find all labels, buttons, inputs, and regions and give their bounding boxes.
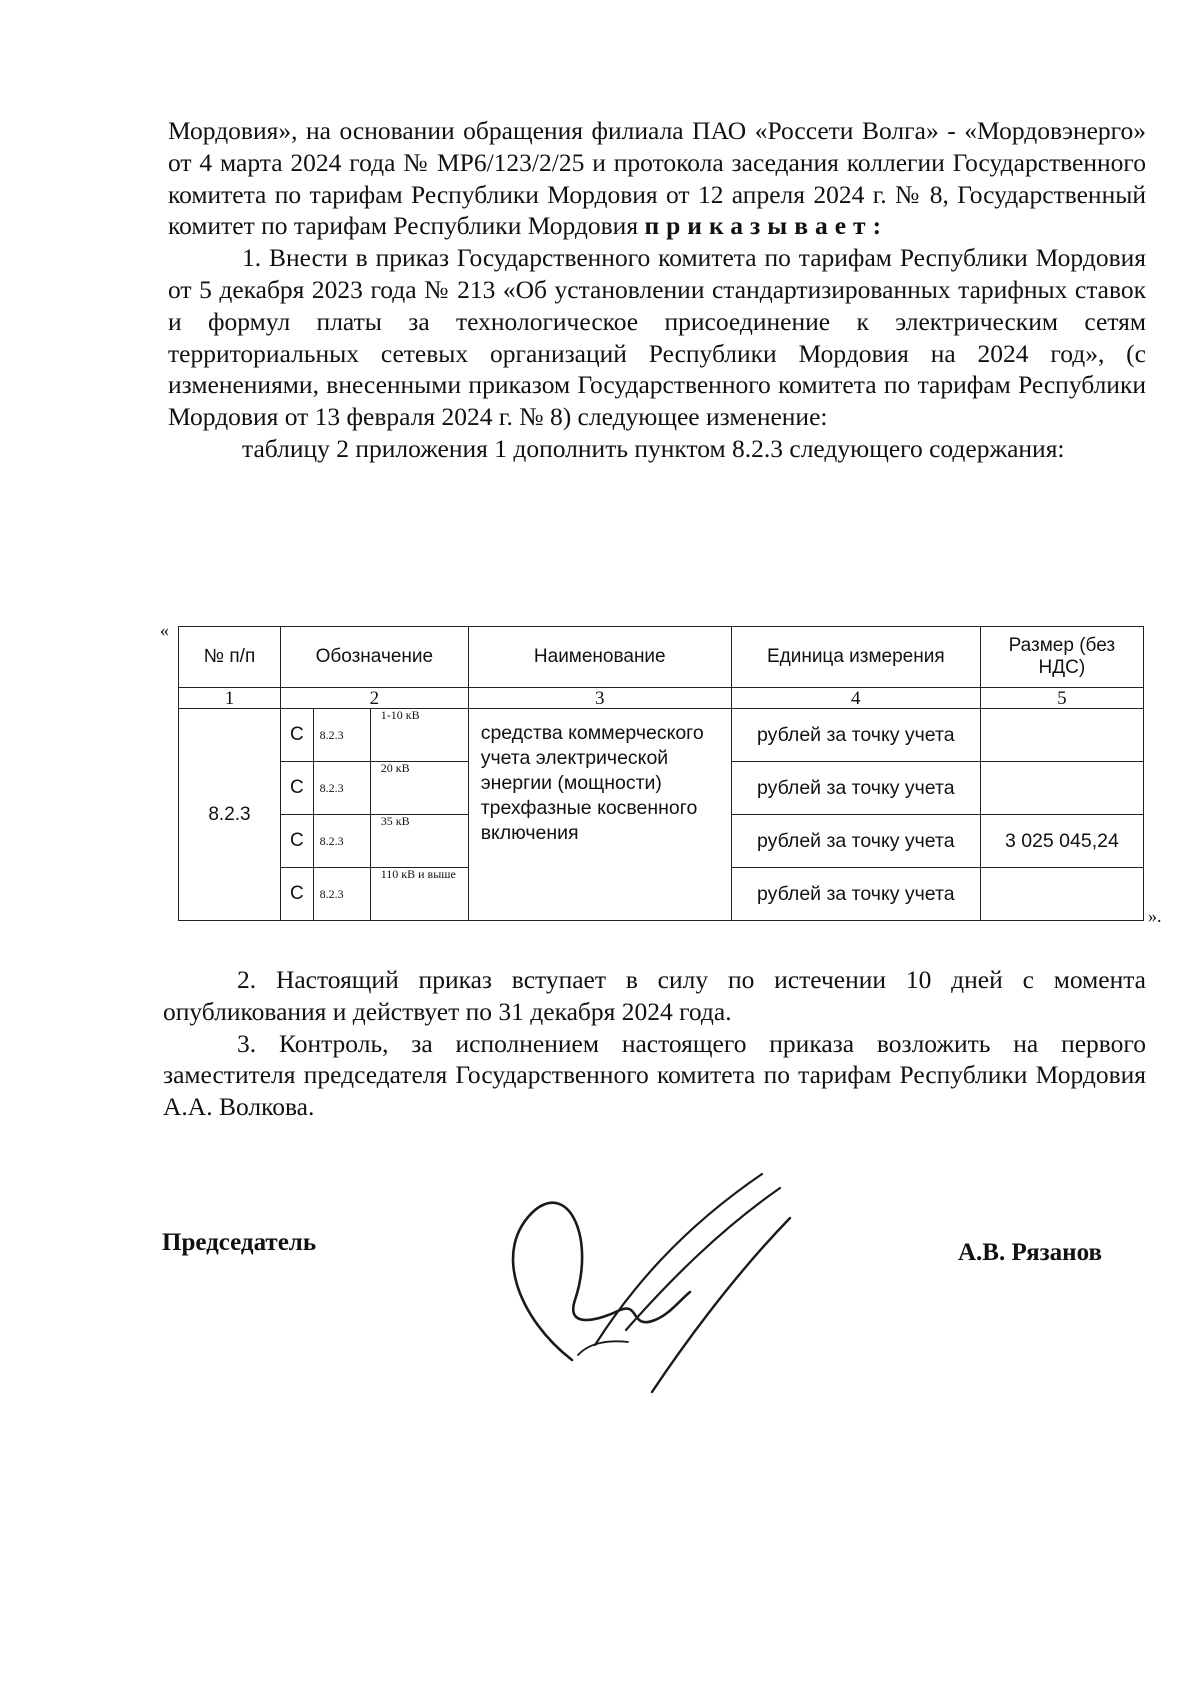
header-designation: Обозначение [281,627,469,688]
column-number-row [179,688,1144,709]
item-number: 8.2.3 [179,709,281,921]
voltage-level: 110 кВ и выше [370,868,468,921]
table-header-row [179,627,1144,688]
voltage-level: 20 кВ [370,762,468,815]
column-number: 2 [281,688,469,709]
unit-cell: рублей за точку учета [731,815,980,868]
signatory-name: А.В. Рязанов [958,1239,1102,1266]
tariff-table [178,626,1144,921]
designation-letter: С [281,762,314,815]
column-number: 4 [731,688,980,709]
value-cell [980,709,1143,762]
unit-cell: рублей за точку учета [731,709,980,762]
orders-word: приказывает: [644,211,889,241]
value-cell [980,762,1143,815]
preamble-paragraph [168,115,1146,242]
voltage-level: 1-10 кВ [370,709,468,762]
value-cell [980,868,1143,921]
header-size: Размер (без НДС) [980,627,1143,688]
value-cell: 3 025 045,24 [980,815,1143,868]
header-name: Наименование [468,627,731,688]
unit-cell: рублей за точку учета [731,762,980,815]
designation-code: 8.2.3 [313,762,370,815]
intro-block [168,115,1146,465]
closing-block [163,964,1146,1123]
designation-code: 8.2.3 [313,709,370,762]
closing-quote: ». [1148,906,1162,926]
opening-quote: « [160,620,169,640]
voltage-level: 35 кВ [370,815,468,868]
designation-letter: С [281,815,314,868]
item-2-paragraph: 2. Настоящий приказ вступает в силу по истечении 10 дней с момента опубликования и действует по 31 декабря 2024 года. [163,965,1146,1026]
designation-letter: С [281,868,314,921]
unit-cell: рублей за точку учета [731,868,980,921]
item-name: средства коммерческого учета электрической энергии (мощности) трехфазные косвенного включения [468,709,731,921]
column-number: 1 [179,688,281,709]
signatory-title: Председатель [162,1229,317,1256]
header-unit: Единица измерения [731,627,980,688]
preamble-text: Мордовия», на основании обращения филиала ПАО «Россети Волга» - «Мордовэнерго» от 4 марта 2024 года № МР6/123/2/25 и протокола заседания коллегии Государственного комитета по тарифам Республики Мордовия от 12 апреля 2024 г. № 8, Государственный комитет по тарифам Республики Мордовия [168,116,1146,241]
table-intro-paragraph: таблицу 2 приложения 1 дополнить пунктом 8.2.3 следующего содержания: [242,433,1065,463]
column-number: 5 [980,688,1143,709]
column-number: 3 [468,688,731,709]
header-number: № п/п [179,627,281,688]
handwritten-signature [480,1170,800,1400]
designation-code: 8.2.3 [313,815,370,868]
item-1-paragraph: 1. Внести в приказ Государственного комитета по тарифам Республики Мордовия от 5 декабря 2023 года № 213 «Об установлении стандартизированных тарифных ставок и формул платы за технологическое присоединение к электрическим сетям территориальных сетевых организаций Республики Мордовия на 2024 год», (с изменениями, внесенными приказом Государственного комитета по тарифам Республики Мордовия от 13 февраля 2024 г. № 8) следующее изменение: [168,243,1146,432]
designation-letter: С [281,709,314,762]
designation-code: 8.2.3 [313,868,370,921]
table-row [179,709,1144,762]
item-3-paragraph: 3. Контроль, за исполнением настоящего приказа возложить на первого заместителя председателя Государственного комитета по тарифам Республики Мордовия А.А. Волкова. [163,1028,1146,1122]
